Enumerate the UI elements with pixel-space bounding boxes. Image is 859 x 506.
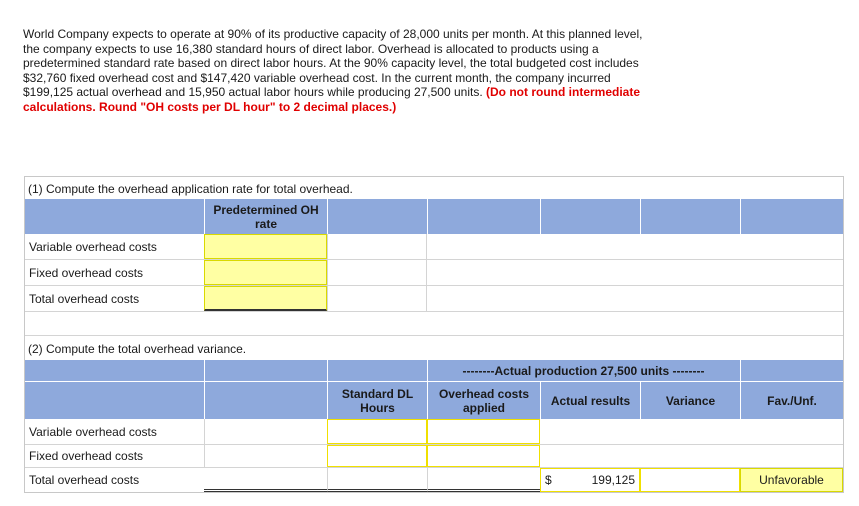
total-oh-applied: [427, 468, 540, 492]
standard-dl-hours-header: Standard DL Hours: [341, 386, 414, 415]
part2-title-row: [25, 336, 843, 360]
variable-oh-applied-input[interactable]: [427, 419, 540, 444]
part1-title-row: [25, 177, 843, 199]
part1-title: (1) Compute the overhead application rate for total overhead.: [28, 182, 353, 196]
total-oh-rate-input[interactable]: [204, 286, 327, 311]
part1-row-fixed: [25, 260, 843, 286]
actual-results-header: Actual results: [550, 393, 631, 408]
fav-unf-header: Fav./Unf.: [767, 393, 817, 408]
fixed-oh-applied-input[interactable]: [427, 445, 540, 467]
total-actual-results-value: 199,125: [591, 473, 635, 487]
part1-row-variable: [25, 234, 843, 260]
variable-standard-dl-hours-input[interactable]: [327, 419, 427, 444]
currency-symbol: $: [545, 473, 552, 487]
part1-row-label: Variable overhead costs: [29, 239, 157, 254]
part1-row-label: Total overhead costs: [29, 291, 140, 306]
predetermined-oh-rate-header: Predetermined OH rate: [213, 203, 319, 231]
part2-group-header-row: [25, 360, 843, 381]
total-standard-dl-hours: [327, 468, 427, 492]
part1-row-label: Fixed overhead costs: [29, 265, 144, 280]
part2-row-label: Fixed overhead costs: [29, 449, 144, 463]
fixed-oh-rate-input[interactable]: [204, 260, 327, 285]
actual-production-header: --------Actual production 27,500 units --------: [462, 363, 705, 378]
oh-applied-header: Overhead costs applied: [438, 386, 530, 415]
part2-row-variable: [25, 419, 843, 445]
part2-header-row: [25, 381, 843, 419]
total-actual-results-field[interactable]: [540, 468, 640, 492]
part2-row-total: [25, 468, 843, 492]
problem-instruction: (Do not round intermediate calculations. Round "OH costs per DL hour" to 2 decimal places.): [23, 85, 641, 114]
part1-header-row: [25, 199, 843, 234]
part2-row-label: Total overhead costs: [29, 473, 140, 487]
problem-text: World Company expects to operate at 90% of its productive capacity of 28,000 units per month. At this planned level, the company expects to use 16,380 standard hours of direct labor. Overhead is allocated to products using a predetermined standard rate based on direct labor hours. At the 90% capacity level, the total budgeted cost includes $32,760 fixed overhead cost and $147,420 variable overhead cost. In the current month, the company incurred $199,125 actual overhead and 15,950 actual labor hours while producing 27,500 units.: [23, 27, 643, 100]
part2-row-label: Variable overhead costs: [29, 424, 157, 439]
total-fav-unf-select[interactable]: Unfavorable: [740, 468, 843, 492]
part1-row-total: [25, 286, 843, 312]
total-variance-input[interactable]: [640, 468, 740, 492]
part2-row-fixed: [25, 445, 843, 468]
worksheet-grid: [24, 176, 844, 493]
fixed-standard-dl-hours-input[interactable]: [327, 445, 427, 467]
problem-statement: [23, 27, 643, 115]
variable-oh-rate-input[interactable]: [204, 234, 327, 259]
part2-title: (2) Compute the total overhead variance.: [28, 342, 247, 356]
variance-header: Variance: [665, 393, 716, 408]
